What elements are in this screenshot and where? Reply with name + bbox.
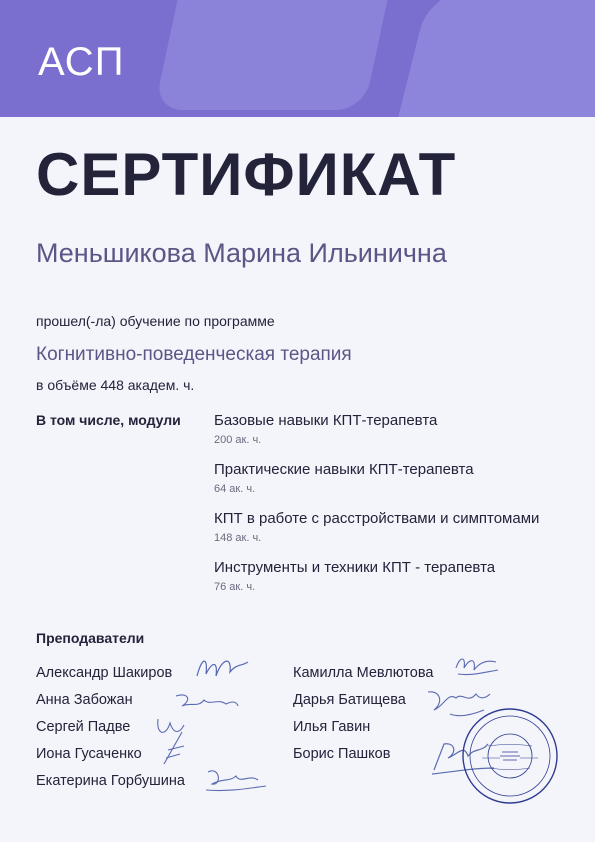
program-name: Когнитивно-поведенческая терапия bbox=[36, 344, 352, 365]
teacher-name: Александр Шакиров bbox=[36, 665, 173, 681]
teacher-name: Екатерина Горбушина bbox=[36, 773, 185, 789]
teacher-name: Илья Гавин bbox=[293, 719, 371, 735]
module-item bbox=[214, 559, 544, 593]
completed-text: прошел(-ла) обучение по программе bbox=[36, 313, 275, 329]
teacher-name: Сергей Падве bbox=[36, 719, 131, 735]
teacher-name: Борис Пашков bbox=[293, 746, 391, 762]
module-item bbox=[214, 461, 544, 495]
teacher-name: Дарья Батищева bbox=[293, 692, 406, 708]
signature bbox=[172, 688, 242, 716]
signature bbox=[200, 762, 270, 794]
certificate-title: СЕРТИФИКАТ bbox=[36, 141, 457, 208]
module-name: Практические навыки КПТ-терапевта bbox=[214, 461, 474, 478]
module-item bbox=[214, 412, 544, 446]
decorative-shape bbox=[390, 0, 595, 117]
module-name: КПТ в работе с расстройствами и симптомами bbox=[214, 510, 540, 527]
program-volume: в объёме 448 академ. ч. bbox=[36, 377, 195, 393]
header-banner bbox=[0, 0, 595, 117]
recipient-name: Меньшикова Марина Ильинична bbox=[36, 238, 447, 268]
module-name: Базовые навыки КПТ-терапевта bbox=[214, 412, 438, 429]
official-stamp-icon bbox=[460, 706, 560, 806]
decorative-shape bbox=[154, 0, 396, 110]
logo: АСП bbox=[38, 40, 125, 84]
module-name: Инструменты и техники КПТ - терапевта bbox=[214, 559, 496, 576]
teacher-name: Камилла Мевлютова bbox=[293, 665, 434, 681]
modules-label: В том числе, модули bbox=[36, 412, 181, 428]
teacher-name: Иона Гусаченко bbox=[36, 746, 142, 762]
signature bbox=[192, 652, 252, 684]
signature bbox=[452, 650, 502, 680]
module-item bbox=[214, 510, 544, 544]
module-hours: 76 ак. ч. bbox=[214, 581, 256, 593]
teachers-title: Преподаватели bbox=[36, 630, 145, 646]
signature bbox=[160, 728, 190, 768]
module-hours: 64 ак. ч. bbox=[214, 483, 256, 495]
module-hours: 148 ак. ч. bbox=[214, 532, 262, 544]
modules-list bbox=[214, 412, 544, 608]
module-hours: 200 ак. ч. bbox=[214, 434, 262, 446]
teacher-name: Анна Забожан bbox=[36, 692, 133, 708]
